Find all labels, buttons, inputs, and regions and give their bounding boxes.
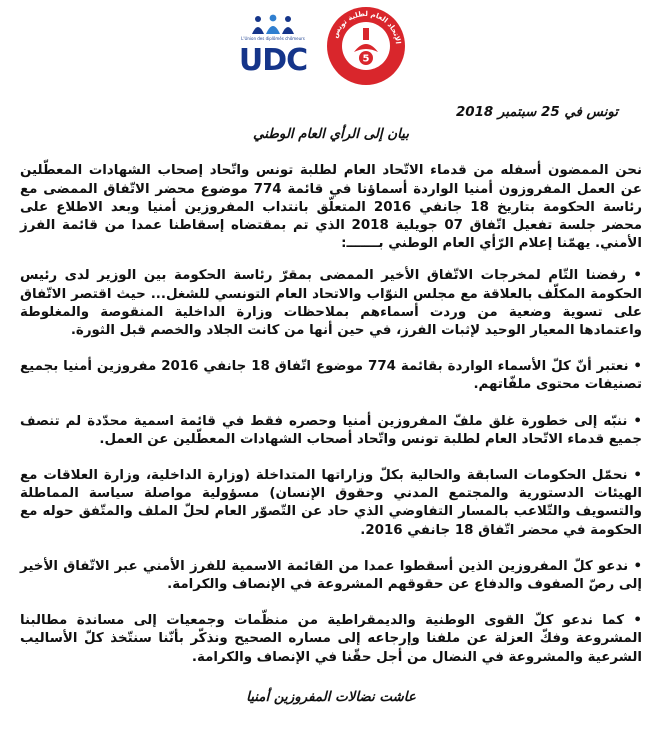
closing-slogan: عاشت نضالات المفروزين أمنيا xyxy=(246,689,416,705)
intro-paragraph: نحن الممضون أسفله من قدماء الاتّحاد العام لطلبة تونس واتّحاد إصحاب الشهادات المعطّلين عن العمل المفروزون أمنيا الواردة أسماؤنا في قائمة 774 موضوع محضر الاتّفاق الممضى مع رئاسة الحكومة بتاريخ 18 جانفي 2016 المتعلّق بانتداب المفروزين أمنيا وبعد الاطلاع على محضر جلسة تفعيل اتّفاق 07 جويلية 2018 الذي تم بمقتضاه إسقاطنا عمدا من قائمة الفرز الأمني. يهمّنا إعلام الرّأي العام الوطني بـــــــ: xyxy=(20,163,643,252)
point-paragraph: • نحمّل الحكومات السابقة والحالية بكلّ وزاراتها المتداخلة (وزارة الداخلية، وزارة العلاقات مع الهيئات الدستورية والمجتمع المدني وحقوق الإنسان) مسؤولية مواصلة سياسة المماطلة والتسويف والتّلاعب بالمسار التفاوضي الذي حاد عن التّصوّر العام لحلّ الملف والمتّفق حوله مع الحكومة في محضر اتّفاق 18 جانفي 2016. xyxy=(20,468,642,538)
uget-seal-logo xyxy=(326,6,406,86)
point-paragraph: • نعتبر أنّ كلّ الأسماء الواردة بقائمة 774 موضوع اتّفاق 18 جانفي 2016 مفروزين أمنيا بجميع تصنيفات محتوى ملفّاتهم. xyxy=(20,359,642,393)
torch-icon xyxy=(363,28,369,40)
udc-wordmark: UDC xyxy=(238,43,308,78)
document-date: تونس في 25 سبتمبر 2018 xyxy=(455,105,618,120)
udc-tagline: L'Union des diplômés chômeurs xyxy=(241,36,305,41)
header-logos xyxy=(0,6,658,86)
point-paragraph: • رفضنا التّام لمخرجات الاتّفاق الأخير الممضى بمقرّ رئاسة الحكومة بين الوزير لدى رئيس الحكومة المكلّف بالعلاقة مع مجلس النوّاب والاتحاد العام التونسي للشغل... حيث اقتصر الاتّفاق على تسوية وضعية من وردت أسماءهم بملاحظات وزارة الداخلية المنقوصة والمغلوطة واعتمادها المعيار الوحيد لإثبات الفرز، في حين أنها من كانت الجلاد والخصم قبل الثورة. xyxy=(20,268,642,339)
udc-people-icon xyxy=(248,14,298,36)
statement-document xyxy=(20,104,642,707)
udc-logo xyxy=(238,14,308,80)
uget-ring-text: الإتحاد العام لطلبة تونس xyxy=(331,9,402,45)
point-paragraph: • ننبّه إلى خطورة غلق ملفّ المفروزين أمنيا وحصره فقط في قائمة اسمية محدّدة لم تنصف جميع قدماء الاتّحاد العام لطلبة تونس واتّحاد أصحاب الشهادات المعطّلين عن العمل. xyxy=(20,413,642,447)
uget-number: 5 xyxy=(362,53,370,65)
point-paragraph: • ندعو كلّ المفروزين الذين أسقطوا عمدا من القائمة الاسمية للفرز الأمني عبر الاتّفاق الأخير إلى رصّ الصفوف والدفاع عن حقوقهم المشروعة في الإنصاف والكرامة. xyxy=(20,558,642,593)
point-paragraph: • كما ندعو كلّ القوى الوطنية والديمقراطية من منظّمات وجمعيات إلى مساندة مطالبنا المشروعة وفكّ العزلة عن ملفنا وإرجاعه إلى مساره الصحيح ونذكّر بأنّنا سنتّخذ كلّ الأساليب الشرعية والمشروعة في النضال من أجل حقّنا في الإنصاف والكرامة. xyxy=(20,613,642,665)
document-title: بيان إلى الرأي العام الوطني xyxy=(253,127,409,143)
